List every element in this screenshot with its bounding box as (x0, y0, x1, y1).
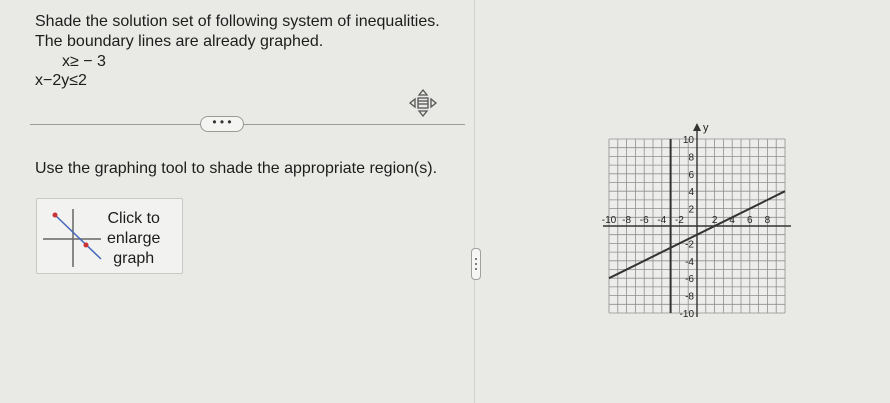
y-tick-label: -4 (685, 256, 694, 268)
panel-resize-handle[interactable] (471, 248, 481, 280)
x-tick-label: -10 (601, 215, 617, 226)
enlarge-label-line-3: graph (113, 250, 155, 267)
enlarge-label-line-2: enlarge (107, 230, 161, 247)
enlarge-graph-button[interactable] (36, 198, 183, 274)
y-tick-label: 6 (688, 169, 694, 181)
panel-separator (474, 0, 475, 403)
x-tick-label: 8 (764, 215, 771, 226)
instruction-text: Use the graphing tool to shade the appropriate region(s). (35, 160, 438, 177)
x-tick-label: 2 (711, 215, 718, 226)
y-tick-label: -2 (685, 239, 694, 251)
x-tick-label: -2 (674, 215, 684, 226)
y-axis-arrow (693, 123, 701, 131)
y-tick-label: 4 (688, 187, 694, 199)
move-icon[interactable] (408, 88, 438, 118)
x-tick-label: -4 (657, 215, 667, 226)
inequality-2: x−2y≤2 (35, 72, 87, 89)
more-options-button[interactable]: • • • (200, 116, 244, 132)
y-tick-label: -10 (679, 309, 694, 320)
inequality-1: x≥ − 3 (62, 53, 106, 70)
y-tick-label: -6 (685, 274, 694, 286)
x-tick-label: 6 (747, 215, 753, 226)
y-tick-label: 10 (682, 135, 694, 146)
x-tick-label: -6 (639, 215, 649, 226)
y-tick-label: 2 (688, 204, 694, 216)
enlarge-label-line-1: Click to (107, 210, 160, 227)
y-tick-label: 8 (688, 152, 694, 164)
question-prompt (35, 12, 440, 52)
enlarge-label (107, 209, 160, 269)
prompt-line-1: Shade the solution set of following system of inequalities. (35, 13, 440, 30)
coordinate-graph[interactable] (522, 14, 882, 394)
graph-thumbnail-icon (41, 205, 103, 269)
x-tick-label: -8 (622, 215, 632, 226)
x-tick-label: 4 (729, 215, 735, 226)
prompt-line-2: The boundary lines are already graphed. (35, 33, 324, 50)
y-axis-label: y (703, 122, 709, 134)
section-divider (30, 124, 465, 125)
y-tick-label: -8 (685, 291, 694, 303)
